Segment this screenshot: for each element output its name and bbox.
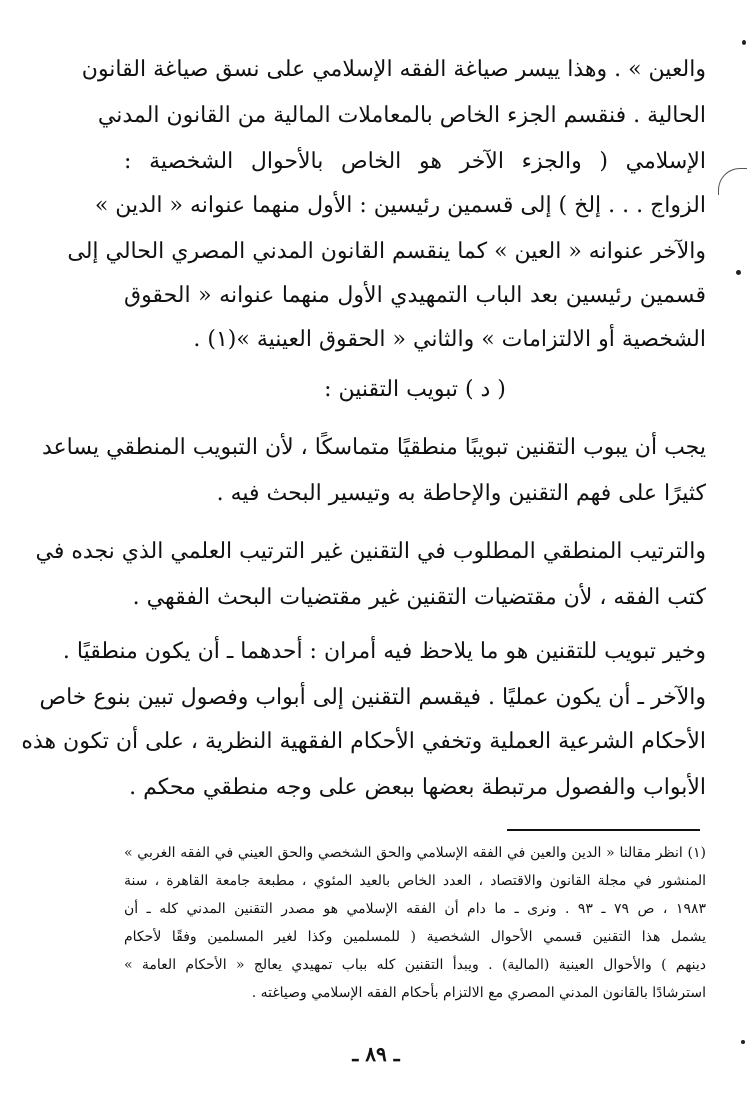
- margin-speck: [742, 40, 746, 45]
- body-line: والعين » . وهذا ييسر صياغة الفقه الإسلامي على نسق صياغة القانون: [81, 57, 706, 82]
- body-line: والآخر ـ أن يكون عمليًا . فيقسم التقنين إلى أبواب وفصول تبين بنوع خاص: [39, 685, 706, 710]
- body-line: الإسلامي ( والجزء الآخر هو الخاص بالأحوال الشخصية :: [124, 149, 706, 174]
- body-line: الأبواب والفصول مرتبطة بعضها ببعض على وجه منطقي محكم .: [129, 775, 706, 800]
- footnote-line: المنشور في مجلة القانون والاقتصاد ، العدد الخاص بالعيد المئوي ، مطبعة جامعة القاهرة ، سنة: [124, 873, 706, 889]
- footnote-line: يشمل هذا التقنين قسمي الأحوال الشخصية ( للمسلمين وكذا لغير المسلمين وفقًا لأحكام: [124, 929, 706, 945]
- section-heading: ( د ) تبويب التقنين :: [324, 377, 506, 402]
- body-line: يجب أن يبوب التقنين تبويبًا منطقيًا متماسكًا ، لأن التبويب المنطقي يساعد: [41, 435, 706, 460]
- body-line: الأحكام الشرعية العملية وتخفي الأحكام الفقهية النظرية ، على أن تكون هذه: [21, 729, 706, 754]
- margin-speck: [741, 1040, 745, 1044]
- body-line: والآخر عنوانه « العين » كما ينقسم القانون المدني المصري الحالي إلى: [67, 239, 706, 264]
- page-number: ـ ٨٩ ـ: [352, 1042, 400, 1066]
- body-line: وخير تبويب للتقنين هو ما يلاحظ فيه أمران : أحدهما ـ أن يكون منطقيًا .: [62, 639, 706, 664]
- body-line: والترتيب المنطقي المطلوب في التقنين غير الترتيب العلمي الذي نجده في: [35, 539, 706, 564]
- body-line: الشخصية أو الالتزامات » والثاني « الحقوق العينية »(١) .: [193, 327, 706, 352]
- footnote-line: دينهم ) والأحوال العينية (المالية) . ويبدأ التقنين كله بباب تمهيدي يعالج « الأحكام العامة »: [124, 957, 706, 973]
- footnote-separator: [507, 829, 700, 831]
- body-line: كثيرًا على فهم التقنين والإحاطة به وتيسير البحث فيه .: [216, 481, 706, 506]
- footnote-line: استرشادًا بالقانون المدني المصري مع الالتزام بأحكام الفقه الإسلامي وصياغته .: [251, 985, 706, 1001]
- body-line: الزواج . . . إلخ ) إلى قسمين رئيسين : الأول منهما عنوانه « الدين »: [94, 193, 706, 218]
- margin-bracket-mark: [718, 168, 747, 195]
- body-line: كتب الفقه ، لأن مقتضيات التقنين غير مقتضيات البحث الفقهي .: [132, 585, 706, 610]
- body-line: قسمين رئيسين بعد الباب التمهيدي الأول منهما عنوانه « الحقوق: [124, 283, 706, 308]
- footnote-line: ١٩٨٣ ، ص ٧٩ ـ ٩٣ . ونرى ـ ما دام أن الفقه الإسلامي هو مصدر التقنين المدني كله ـ أن: [124, 901, 706, 917]
- body-line: الحالية . فنقسم الجزء الخاص بالمعاملات المالية من القانون المدني: [97, 103, 706, 128]
- footnote-line: (١) انظر مقالنا « الدين والعين في الفقه الإسلامي والحق الشخصي والحق العيني في الفقه الغربي »: [124, 845, 706, 861]
- margin-speck: [736, 270, 741, 275]
